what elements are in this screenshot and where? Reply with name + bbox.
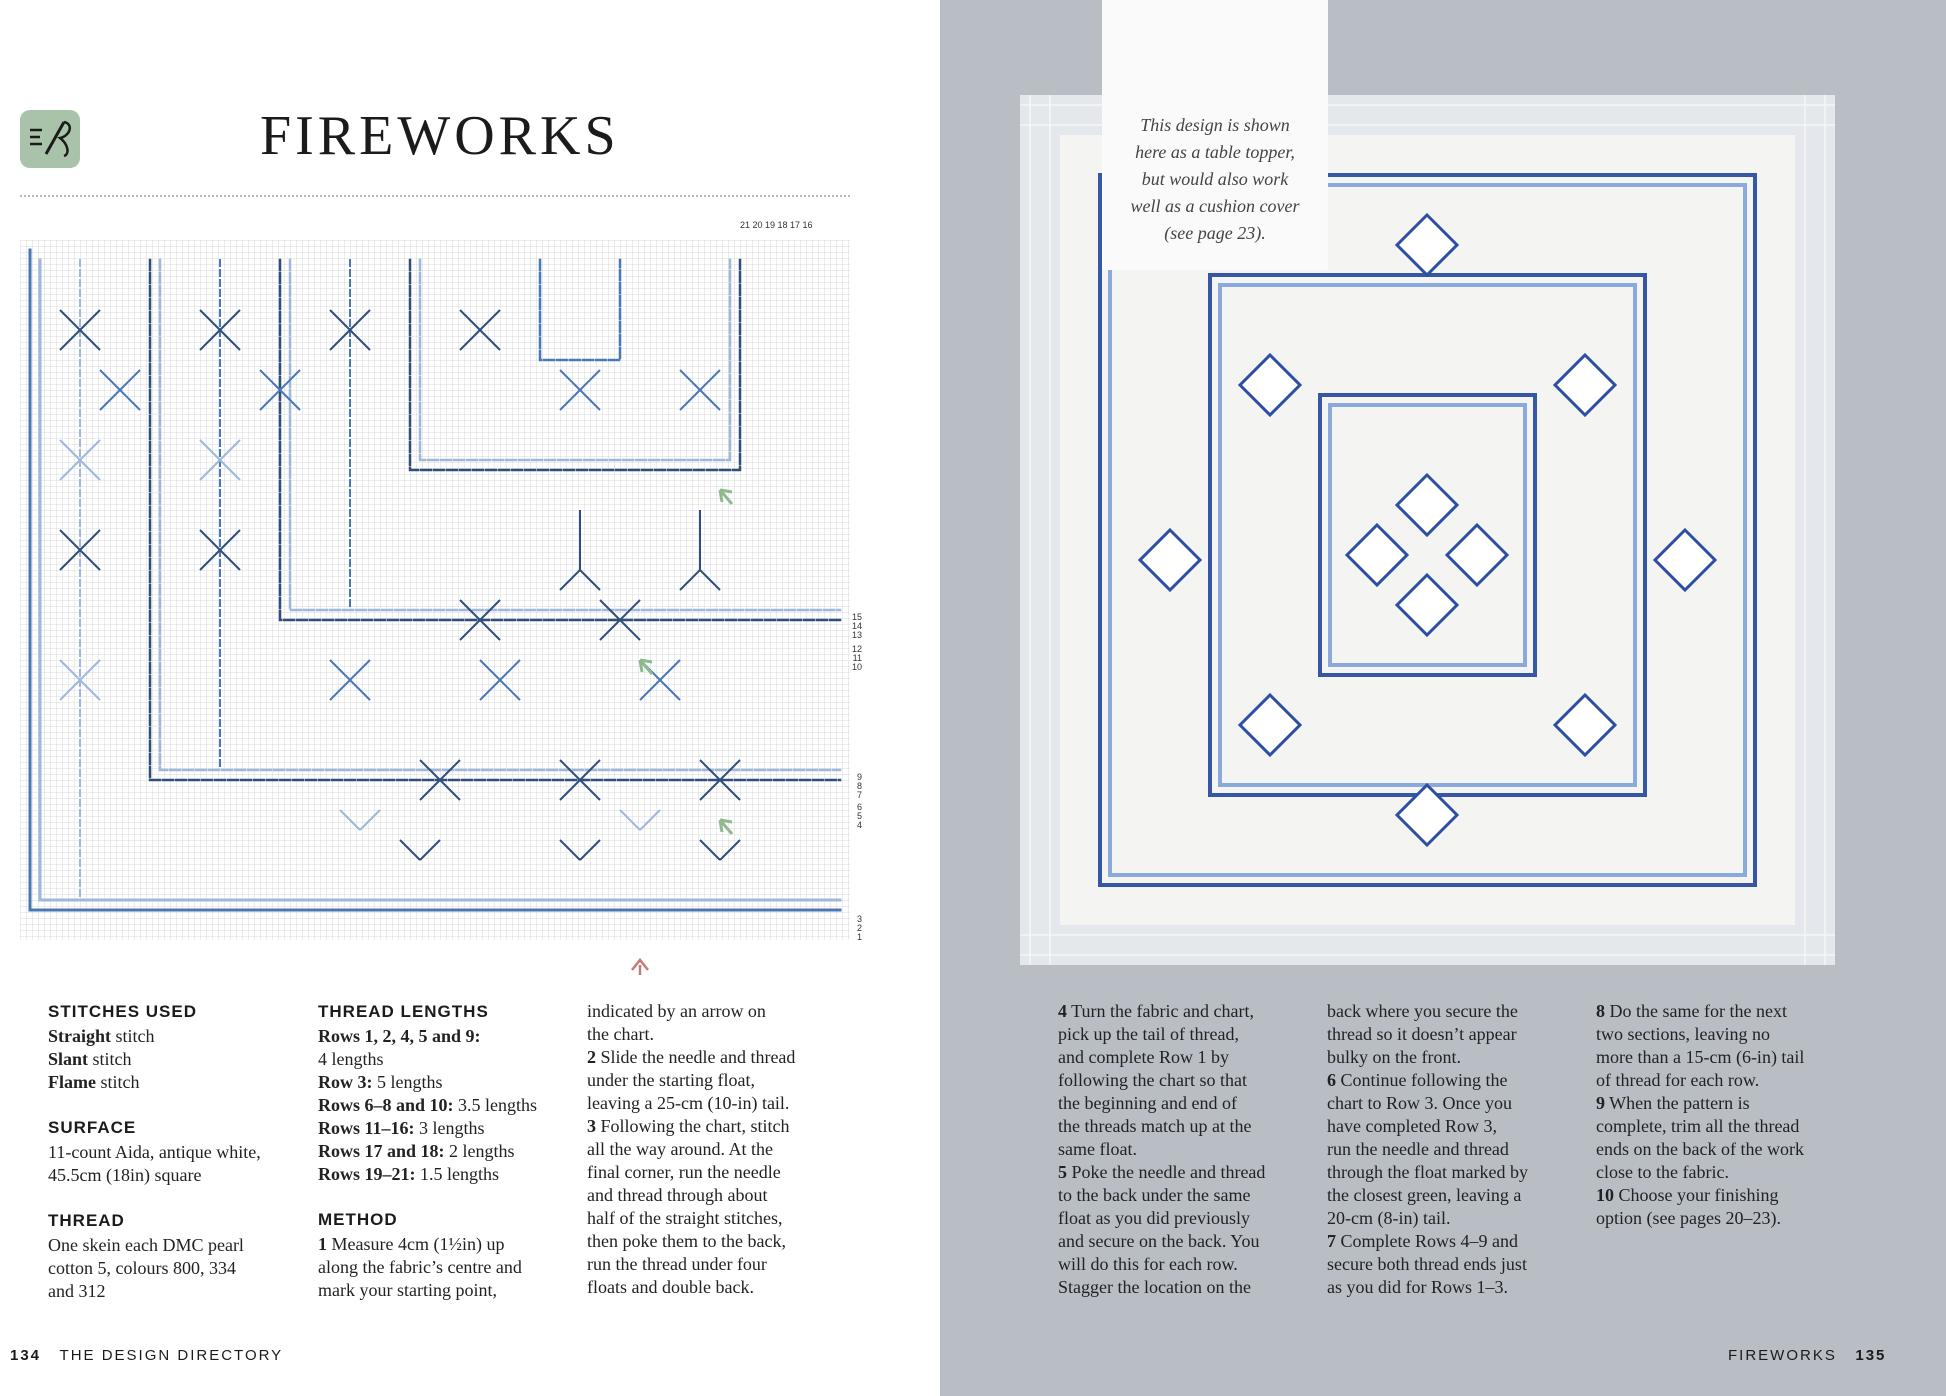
right-footer	[1728, 1347, 1886, 1364]
left-page-number: 134	[10, 1347, 42, 1364]
needle-thread-icon	[20, 110, 80, 168]
thread-lengths-list: Rows 1, 2, 4, 5 and 9: 4 lengths Row 3: 5 lengths Rows 6–8 and 10: 3.5 lengths Rows 11–16: 3 lengths Rows 17 and 18: 2 lengths Rows 19–21: 1.5 lengths	[318, 1026, 538, 1184]
svg-text:5: 5	[856, 811, 862, 821]
svg-text:21 20 19 18 17 16: 21 20 19 18 17 16	[740, 220, 813, 230]
method-heading: METHOD	[318, 1210, 398, 1229]
method-steps-2-3: indicated by an arrow on the chart. 2 Slide the needle and thread under the starting float, leaving a 25-cm (10-in) tail. 3 Following the chart, stitch all the way around. At the final corner, run the needle and thread through about half of the straight stitches, then poke them to the back, run the thread under four floats and double back.	[587, 1001, 796, 1297]
right-column-3: 8 Do the same for the next two sections, leaving no more than a 15-cm (6-in) tail of thread for each row. 9 When the pattern is complete, trim all the thread ends on the back of the work close to the fabric. 10 Choose your finishing option (see pages 20–23).	[1596, 1001, 1805, 1228]
stitch-chart-svg	[20, 210, 860, 970]
svg-text:14: 14	[851, 621, 862, 631]
svg-text:9: 9	[856, 772, 862, 782]
svg-text:13: 13	[851, 630, 862, 640]
method-text: 1 Measure 4cm (1½in) up along the fabric’s centre and mark your starting point,	[318, 1234, 522, 1300]
stitches-used-heading: STITCHES USED	[48, 1002, 198, 1021]
thread-lengths-heading: THREAD LENGTHS	[318, 1002, 489, 1021]
stitch-chart	[20, 210, 860, 970]
thread-text: One skein each DMC pearl cotton 5, colours 800, 334 and 312	[48, 1235, 244, 1301]
surface-text: 11-count Aida, antique white, 45.5cm (18in) square	[48, 1142, 261, 1185]
svg-text:1: 1	[856, 932, 862, 942]
svg-text:2: 2	[856, 923, 862, 933]
svg-text:15: 15	[851, 612, 862, 622]
method-continued-column	[587, 1000, 857, 1321]
svg-text:12: 12	[851, 644, 862, 654]
photo-caption: This design is shown here as a table topper, but would also work well as a cushion cover (see page 23).	[1130, 115, 1300, 243]
left-footer	[10, 1347, 283, 1364]
surface-heading: SURFACE	[48, 1118, 137, 1137]
svg-text:7: 7	[856, 790, 862, 800]
stitches-used-list: Straight stitch Slant stitch Flame stitch	[48, 1026, 155, 1092]
right-column-2: back where you secure the thread so it doesn’t appear bulky on the front. 6 Continue following the chart to Row 3. Once you have completed Row 3, run the needle and thread through the float marked by the closest green, leaving a 20-cm (8-in) tail. 7 Complete Rows 4–9 and secure both thread ends just as you did for Rows 1–3.	[1327, 1001, 1528, 1297]
title-divider	[20, 195, 850, 197]
svg-text:11: 11	[852, 653, 862, 663]
page-title: FIREWORKS	[260, 105, 620, 167]
materials-column	[48, 1000, 298, 1325]
right-running-head: FIREWORKS	[1728, 1347, 1837, 1364]
svg-text:10: 10	[851, 662, 862, 672]
lengths-method-column	[318, 1000, 568, 1324]
right-column-1: 4 Turn the fabric and chart, pick up the tail of thread, and complete Row 1 by following the chart so that the beginning and end of the threads match up at the same float. 5 Poke the needle and thread to the back under the same float as you did previously and secure on the back. You will do this for each row. Stagger the location on the	[1058, 1001, 1266, 1297]
svg-text:4: 4	[856, 820, 862, 830]
svg-text:6: 6	[856, 802, 862, 812]
thread-heading: THREAD	[48, 1211, 125, 1230]
left-running-head: THE DESIGN DIRECTORY	[59, 1347, 284, 1364]
left-page	[0, 0, 940, 1396]
chart-grid	[20, 240, 850, 940]
svg-text:8: 8	[856, 781, 862, 791]
right-page-number: 135	[1855, 1347, 1887, 1364]
svg-text:3: 3	[856, 914, 862, 924]
